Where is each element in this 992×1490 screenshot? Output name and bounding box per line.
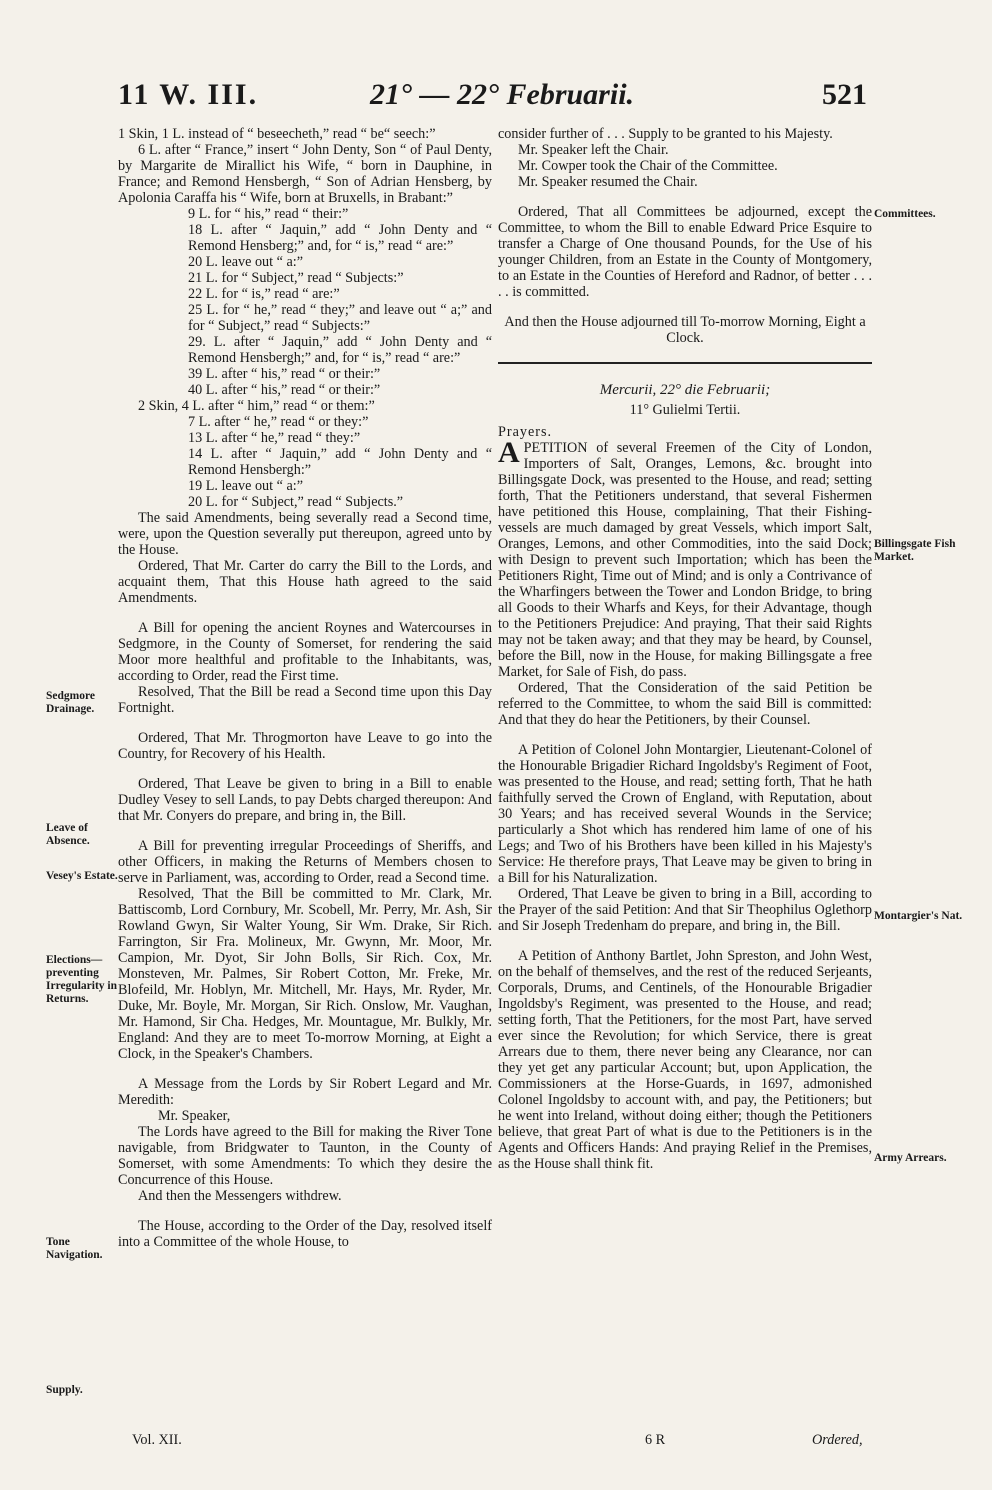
page-number: 521	[822, 78, 867, 111]
paragraph: The Lords have agreed to the Bill for making the River Tone navigable, from Bridgwater to Taunton, in the County of Somerset, with some Amendments: To which they desire the Concurrence of this House.	[118, 1124, 492, 1188]
paragraph: Resolved, That the Bill be committed to Mr. Clark, Mr. Battiscomb, Lord Cornbury, Mr. Scobell, Mr. Perry, Mr. Ash, Sir Rowland Gwyn, Sir Walter Young, Sir Wm. Drake, Sir Rich. Farrington, Sir Fra. Molineux, Mr. Gwynn, Mr. Moor, Mr. Campion, Mr. Dyot, Sir John Bolls, Sir Rich. Cox, Mr. Monsteven, Mr. Palmes, Sir Robert Cotton, Mr. Freke, Mr. Blofeild, Mr. Hoblyn, Mr. Mitchell, Mr. Hays, Mr. Ryder, Mr. Duke, Mr. Boyle, Mr. Morgan, Sir Rich. Onslow, Mr. Vaughan, Mr. Hamond, Sir Cha. Hedges, Mr. Mountague, Mr. Bulkly, Mr. England: And they are to meet To-morrow Morning, at Eight a Clock, in the Speaker's Chambers.	[118, 886, 492, 1062]
amendment-line: 20 L. for “ Subject,” read “ Subjects.”	[188, 494, 404, 510]
paragraph: Ordered, That Mr. Throgmorton have Leave to go into the Country, for Recovery of his Health.	[118, 730, 492, 762]
paragraph: Ordered, That the Consideration of the said Petition be referred to the Committee, to whom the said Bill is committed: And that they do hear the Petitioners, by their Counsel.	[498, 680, 872, 728]
right-column	[498, 126, 872, 1172]
amendment-line: 39 L. after “ his,” read “ or their:”	[188, 366, 381, 382]
margin-note: Army Arrears.	[874, 1152, 947, 1164]
margin-note: Billingsgate Fish Market.	[874, 538, 956, 563]
margin-note: Supply.	[46, 1384, 83, 1396]
margin-note: Sedgmore Drainage.	[46, 690, 95, 715]
margin-note: Committees.	[874, 208, 936, 220]
regnal-heading: 11° Gulielmi Tertii.	[629, 402, 741, 418]
drop-cap: A	[498, 436, 520, 469]
paragraph: And then the House adjourned till To-morrow Morning, Eight a Clock.	[504, 314, 866, 346]
paragraph: The said Amendments, being severally read a Second time, were, upon the Question severally put thereupon, agreed unto by the House.	[118, 510, 492, 558]
amendment-line: 9 L. for “ his,” read “ their:”	[188, 206, 349, 222]
paragraph-text: PETITION of several Freemen of the City of London, Importers of Salt, Oranges, Lemons, &c. brought into Billingsgate Dock, was presented to the House, and read; setting forth, That the Petitioners understand, that several Fishermen have petitioned this House, complaining, That their Fishing-vessels are much damaged by great Vessels, which import Salt, Oranges, Lemons, and other Commodities, into the said Dock; with Design to prevent such Importation; which has been the Petitioners Right, Time out of Mind; and is only a Contrivance of the Wharfingers between the Tower and London Bridge, to bring all Goods to their Wharfs and Keys, for their Advantage, though to the Petitioners Prejudice: And praying, That their said Rights may not be taken away; and that they may be heard, by Counsel, before the Bill, now in the House, for making Billingsgate a free Market, for Sale of Fish, do pass.	[498, 440, 872, 680]
paragraph: A Petition of Anthony Bartlet, John Spreston, and John West, on the behalf of themselves, and the rest of the reduced Serjeants, Corporals, Drums, and Centinels, of the Honourable Brigadier Ingoldsby's Regiment, was presented to the House, and read; setting forth, That the Petitioners, for the most Part, have served ever since the Revolution; for which Service, there is great Arrears due to them, there never being any Clearance, nor can they yet get any particular Account; but, upon Application, the Commissioners at the Horse-Guards, in 1697, admonished Colonel Ingoldsby to account with, and pay, the Petitioners; but he went into Ireland, without doing either; though the Petitioners believe, that great Part of what is due to the Petitioners is in the Agents and Officers Hands: And praying Relief in the Premises, as the House shall think fit.	[498, 948, 872, 1172]
amendment-line: 19 L. leave out “ a:”	[188, 478, 304, 494]
margin-note: Tone Navigation.	[46, 1236, 103, 1261]
margin-note: Montargier's Nat.	[874, 910, 963, 922]
paragraph: Mr. Speaker resumed the Chair.	[518, 174, 698, 190]
amendment-line: 14 L. after “ Jaquin,” add “ John Denty and “ Remond Hensbergh:”	[188, 446, 492, 478]
paragraph: A Bill for opening the ancient Roynes and Watercourses in Sedgmore, in the County of Somerset, for rendering the said Moor more healthful and profitable to the Inhabitants, was, according to Order, read the First time.	[118, 620, 492, 684]
paragraph: A Bill for preventing irregular Proceedings of Sheriffs, and other Officers, in making the Returns of Members chosen to serve in Parliament, was, according to Order, read a Second time.	[118, 838, 492, 886]
margin-note: Vesey's Estate.	[46, 870, 118, 882]
amendment-line: 20 L. leave out “ a:”	[188, 254, 304, 270]
section-rule	[498, 362, 872, 364]
paragraph: 6 L. after “ France,” insert “ John Denty, Son “ of Paul Denty, by Margarite de Mirallict his Wife, “ born in Dauphine, in France; and Remond Hensbergh, “ Son of Adrian Hensberg, by Apolonia Caraffa his “ Wife, born at Bruxells, in Brabant:”	[118, 142, 492, 206]
amendment-line: 21 L. for “ Subject,” read “ Subjects:”	[188, 270, 404, 286]
paragraph: Ordered, That all Committees be adjourned, except the Committee, to whom the Bill to enable Edward Price Esquire to transfer a Charge of One thousand Pounds, for the Use of his younger Children, from an Estate in the County of Montgomery, to an Estate in the Counties of Hereford and Radnor, of better . . . . . is committed.	[498, 204, 872, 300]
paragraph: Mr. Speaker,	[158, 1108, 231, 1124]
paragraph: 1 Skin, 1 L. instead of “ beseecheth,” read “ be“ seech:”	[118, 126, 436, 142]
amendment-line: 13 L. after “ he,” read “ they:”	[188, 430, 361, 446]
paragraph: Ordered, That Leave be given to bring in a Bill, according to the Prayer of the said Petition: And that Sir Theophilus Oglethorp and Sir Joseph Tredenham do prepare, and bring in, the Bill.	[498, 886, 872, 934]
amendment-line: 22 L. for “ is,” read “ are:”	[188, 286, 340, 302]
paragraph	[498, 436, 872, 680]
paragraph: And then the Messengers withdrew.	[138, 1188, 342, 1204]
paragraph: Mr. Cowper took the Chair of the Committee.	[518, 158, 778, 174]
paragraph: A Petition of Colonel John Montargier, Lieutenant-Colonel of the Honourable Brigadier Richard Ingoldsby's Regiment of Foot, was presented to the House, and read; setting forth, That he hath faithfully served the Crown of England, with Reputation, about 30 Years; and has received several Wounds in the Service; particularly a Shot which has rendered him lame of one of his Legs; and Two of his Brothers have been killed in his Majesty's Service: He therefore prays, That Leave may be given to bring in a Bill for his Naturalization.	[498, 742, 872, 886]
amendment-line: 29. L. after “ Jaquin,” add “ John Denty and “ Remond Hensbergh;” and, for “ is,” read “ are:”	[188, 334, 492, 366]
paragraph: Ordered, That Leave be given to bring in a Bill to enable Dudley Vesey to sell Lands, to pay Debts charged thereupon: And that Mr. Conyers do prepare, and bring in, the Bill.	[118, 776, 492, 824]
paragraph: The House, according to the Order of the Day, resolved itself into a Committee of the whole House, to	[118, 1218, 492, 1250]
paragraph: Mr. Speaker left the Chair.	[518, 142, 669, 158]
amendment-line: 25 L. for “ he,” read “ they;” and leave out “ a;” and for “ Subject,” read “ Subjects:”	[188, 302, 492, 334]
margin-note: Elections— preventing Irregularity in Returns.	[46, 954, 118, 1005]
signature-mark: 6 R	[645, 1432, 666, 1448]
left-column	[118, 126, 492, 1250]
catchword: Ordered,	[812, 1432, 863, 1448]
amendment-line: 40 L. after “ his,” read “ or their:”	[188, 382, 381, 398]
paragraph: Ordered, That Mr. Carter do carry the Bill to the Lords, and acquaint them, That this House hath agreed to the said Amendments.	[118, 558, 492, 606]
margin-note: Leave of Absence.	[46, 822, 90, 847]
paragraph: consider further of . . . Supply to be granted to his Majesty.	[498, 126, 833, 142]
day-heading: Mercurii, 22° die Februarii;	[599, 382, 771, 398]
amendment-line: 2 Skin, 4 L. after “ him,” read “ or them:”	[138, 398, 375, 414]
page-header	[0, 78, 992, 128]
header-date: 21° — 22° Februarii.	[370, 78, 635, 111]
prayers-heading: Prayers.	[498, 424, 553, 440]
amendment-line: 18 L. after “ Jaquin,” add “ John Denty and “ Remond Hensberg;” and, for “ is,” read “ are:”	[188, 222, 492, 254]
paragraph: Resolved, That the Bill be read a Second time upon this Day Fortnight.	[118, 684, 492, 716]
amendment-line: 7 L. after “ he,” read “ or they:”	[188, 414, 369, 430]
header-regnal-year: 11 W. III.	[118, 78, 259, 111]
volume-footer: Vol. XII.	[132, 1432, 182, 1448]
paragraph: A Message from the Lords by Sir Robert Legard and Mr. Meredith:	[118, 1076, 492, 1108]
